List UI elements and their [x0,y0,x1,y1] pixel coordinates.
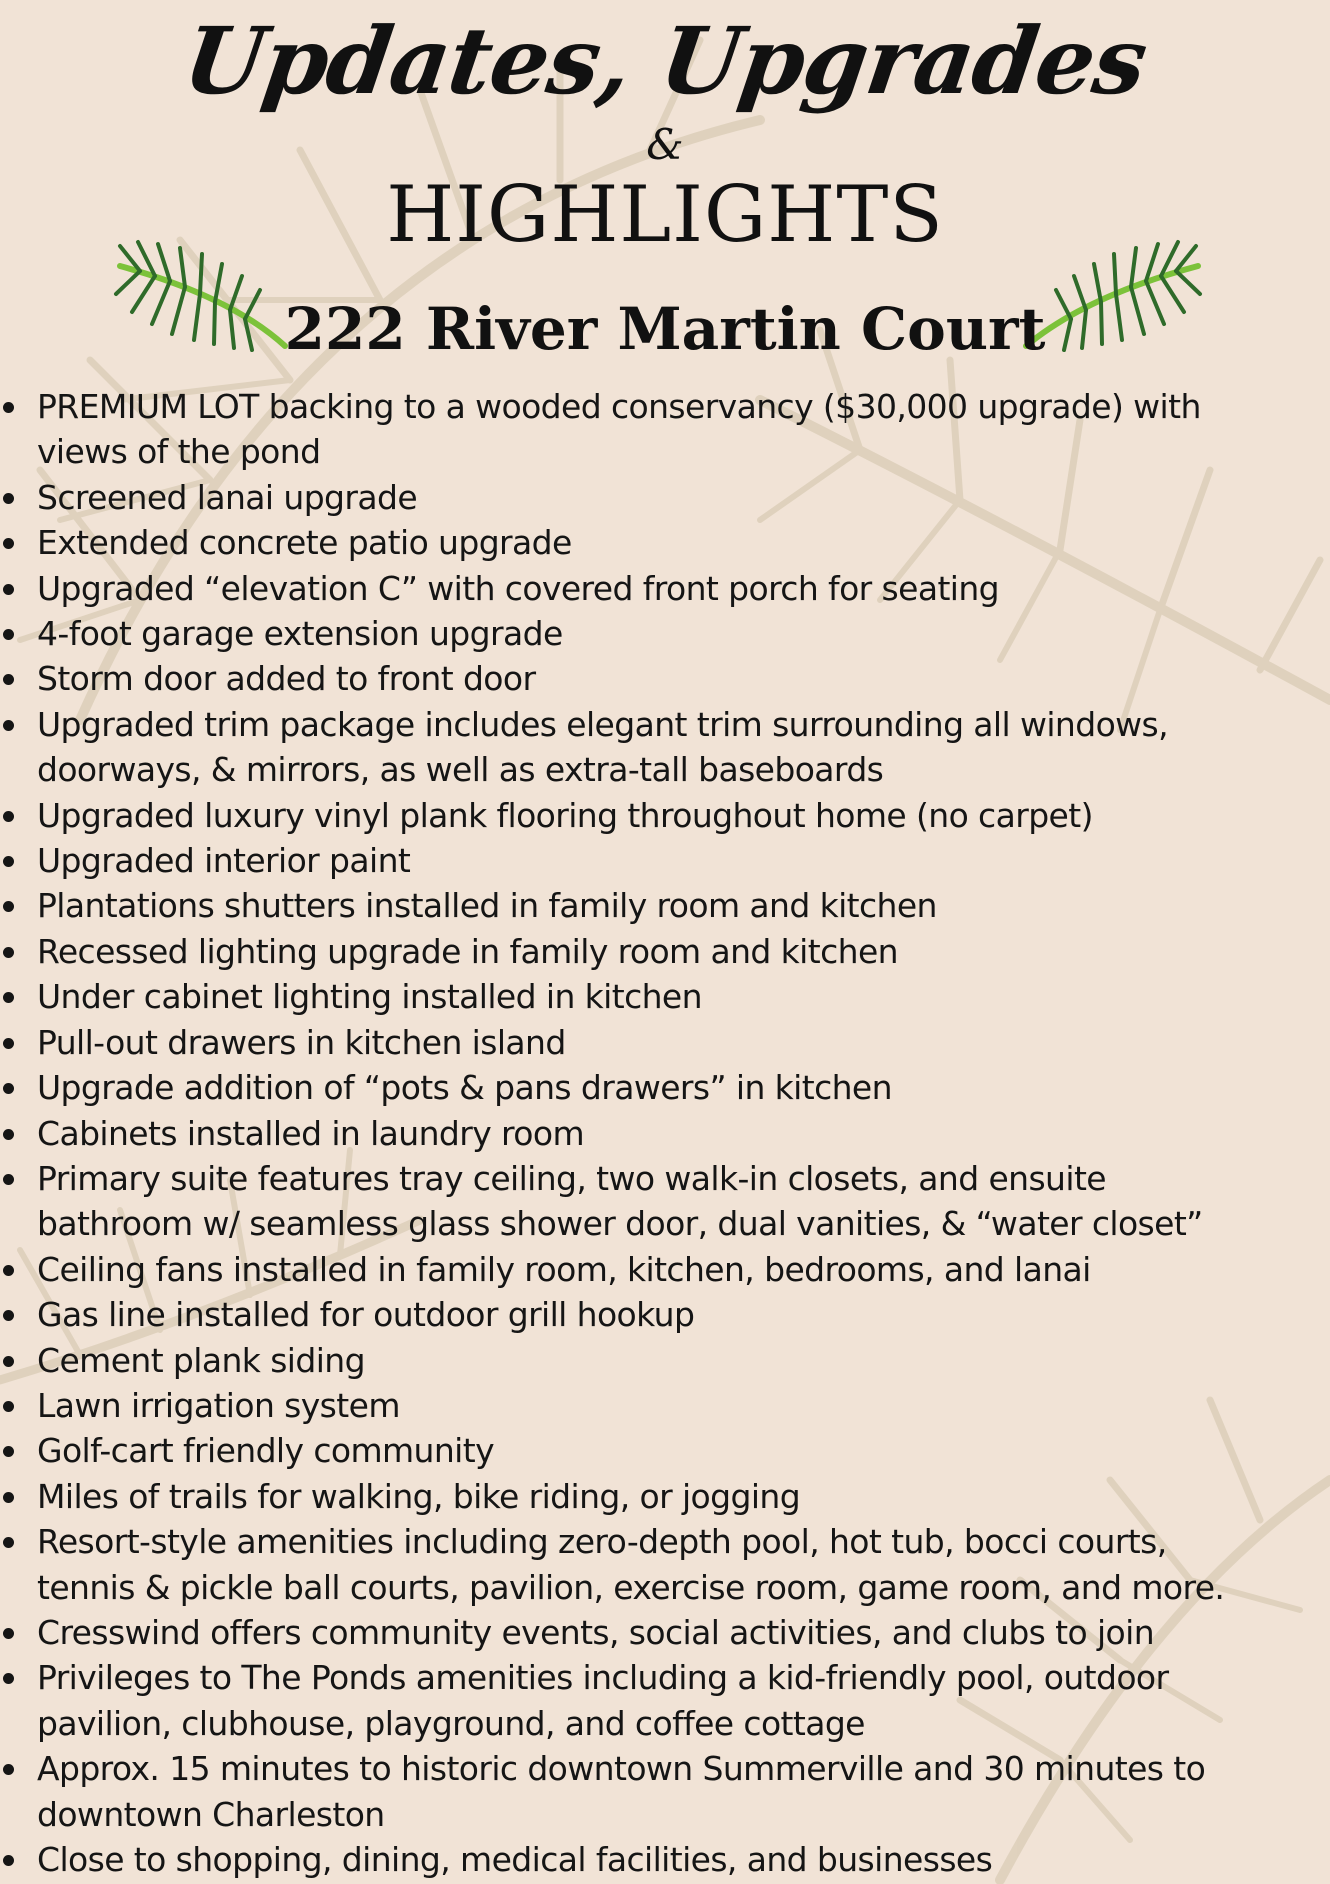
list-item [0,384,1330,475]
list-item [0,611,1330,656]
bullet-icon [3,1492,14,1503]
list-item [0,929,1330,974]
list-item [0,1292,1330,1337]
list-item [0,475,1330,520]
list-item-text: pavilion, clubhouse, playground, and coffee cottage [37,1703,865,1743]
bullet-icon [3,1673,14,1684]
list-item-text: Lawn irrigation system [37,1385,400,1425]
list-item [0,702,1330,793]
bullet-icon [3,402,14,413]
property-address: 222 River Martin Court [284,295,1046,363]
bullet-icon [3,1356,14,1367]
list-item-text: tennis & pickle ball courts, pavilion, exercise room, game room, and more. [37,1567,1225,1607]
bullet-icon [3,1401,14,1412]
list-item-text: Pull-out drawers in kitchen island [37,1022,566,1062]
list-item-text: Extended concrete patio upgrade [37,523,572,563]
list-item-text: Storm door added to front door [37,659,536,699]
list-item-text: Under cabinet lighting installed in kitchen [37,977,702,1017]
list-item [0,883,1330,928]
bullet-icon [3,1537,14,1548]
bullet-icon [3,1265,14,1276]
list-item [0,1837,1330,1882]
list-item-text: Recessed lighting upgrade in family room and kitchen [37,931,898,971]
list-item-text: Upgraded “elevation C” with covered front porch for seating [37,568,1000,608]
list-item-text: Privileges to The Ponds amenities including a kid-friendly pool, outdoor [37,1658,1169,1698]
list-item [0,1428,1330,1473]
bullet-icon [3,1764,14,1775]
list-item-text: Golf-cart friendly community [37,1431,495,1471]
bullet-icon [3,947,14,958]
list-item-text: downtown Charleston [37,1794,385,1834]
list-item-text: Primary suite features tray ceiling, two walk-in closets, and ensuite [37,1158,1106,1198]
bullet-icon [3,538,14,549]
bullet-icon [3,1038,14,1049]
list-item [0,974,1330,1019]
bullet-icon [3,811,14,822]
list-item-text: bathroom w/ seamless glass shower door, dual vanities, & “water closet” [37,1204,1203,1244]
list-item-text: Upgrade addition of “pots & pans drawers” in kitchen [37,1068,892,1108]
list-item-text: views of the pond [37,432,321,472]
bullet-icon [3,856,14,867]
list-item-text: Screened lanai upgrade [37,477,418,517]
list-item [0,1383,1330,1428]
list-item [0,1746,1330,1837]
bullet-icon [3,674,14,685]
list-item-text: 4-foot garage extension upgrade [37,614,563,654]
list-item-text: doorways, & mirrors, as well as extra-tall baseboards [37,750,884,790]
bullet-icon [3,1446,14,1457]
list-item [0,1111,1330,1156]
feature-list [0,384,1330,1882]
list-item [0,1655,1330,1746]
list-item [0,656,1330,701]
title-ampersand: & [646,120,684,169]
list-item [0,793,1330,838]
list-item [0,520,1330,565]
list-item [0,1610,1330,1655]
list-item-text: PREMIUM LOT backing to a wooded conservancy ($30,000 upgrade) with [37,387,1201,426]
list-item-text: Cement plank siding [37,1340,365,1380]
bullet-icon [3,1174,14,1185]
list-item [0,1338,1330,1383]
list-item [0,1156,1330,1247]
list-item-text: Cresswind offers community events, social activities, and clubs to join [37,1612,1155,1652]
bullet-icon [3,1310,14,1321]
bullet-icon [3,720,14,731]
list-item [0,838,1330,883]
list-item [0,1065,1330,1110]
list-item-text: Upgraded trim package includes elegant trim surrounding all windows, [37,704,1169,744]
list-item [0,1247,1330,1292]
bullet-icon [3,901,14,912]
bullet-icon [3,493,14,504]
list-item [0,1474,1330,1519]
list-item-text: Plantations shutters installed in family room and kitchen [37,886,937,926]
bullet-icon [3,1083,14,1094]
list-item-text: Close to shopping, dining, medical facilities, and businesses [37,1840,993,1879]
list-item-text: Resort-style amenities including zero-depth pool, hot tub, bocci courts, [37,1522,1167,1562]
page-title-script: Updates, Upgrades [177,7,1153,115]
list-item-text: Approx. 15 minutes to historic downtown Summerville and 30 minutes to [37,1749,1206,1789]
list-item-text: Upgraded interior paint [37,841,411,881]
bullet-icon [3,992,14,1003]
bullet-icon [3,1628,14,1639]
bullet-icon [3,629,14,640]
page-title-highlights: HIGHLIGHTS [386,170,944,260]
list-item [0,566,1330,611]
list-item-text: Gas line installed for outdoor grill hookup [37,1295,695,1335]
list-item-text: Upgraded luxury vinyl plank flooring throughout home (no carpet) [37,795,1093,835]
list-item [0,1020,1330,1065]
bullet-icon [3,584,14,595]
bullet-icon [3,1855,14,1866]
bullet-icon [3,1129,14,1140]
list-item-text: Ceiling fans installed in family room, kitchen, bedrooms, and lanai [37,1249,1091,1289]
list-item-text: Cabinets installed in laundry room [37,1113,585,1153]
list-item-text: Miles of trails for walking, bike riding, or jogging [37,1476,801,1516]
list-item [0,1519,1330,1610]
